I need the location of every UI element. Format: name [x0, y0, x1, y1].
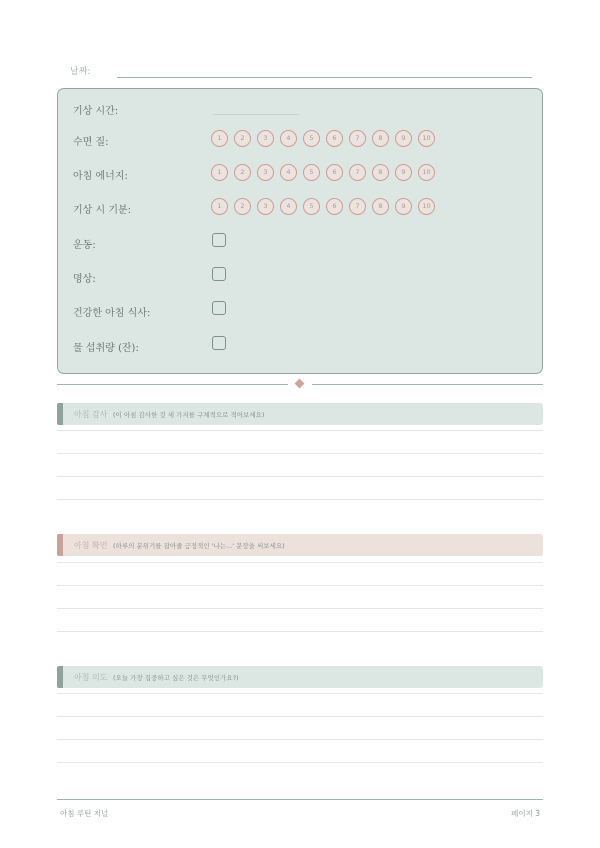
rating-circle[interactable]: 8 [372, 164, 389, 181]
water-intake-row [73, 336, 533, 356]
gratitude-section-header [57, 403, 543, 425]
divider-line-right [312, 384, 543, 385]
rating-circle[interactable]: 9 [395, 164, 412, 181]
rating-circle[interactable]: 1 [211, 130, 228, 147]
rating-circle[interactable]: 1 [211, 164, 228, 181]
rating-circle[interactable]: 6 [326, 130, 343, 147]
affirmation-line[interactable] [57, 585, 543, 586]
affirmation-section-header [57, 534, 543, 556]
rating-circle[interactable]: 7 [349, 164, 366, 181]
section-accent-bar [57, 666, 63, 688]
intention-line[interactable] [57, 762, 543, 763]
rating-circle[interactable]: 7 [349, 198, 366, 215]
sleep-quality-label: 수면 질: [73, 137, 109, 148]
footer-rule [57, 799, 543, 800]
intention-line[interactable] [57, 739, 543, 740]
exercise-label: 운동: [73, 240, 96, 251]
rating-circle[interactable]: 2 [234, 198, 251, 215]
affirmation-title: 아침 확언 [74, 541, 108, 550]
rating-circle[interactable]: 2 [234, 130, 251, 147]
wake-time-input-line[interactable] [213, 114, 299, 115]
intention-line[interactable] [57, 693, 543, 694]
rating-circle[interactable]: 3 [257, 164, 274, 181]
date-input-line[interactable] [117, 77, 532, 78]
healthy-breakfast-row [73, 301, 533, 321]
rating-circle[interactable]: 10 [418, 198, 435, 215]
divider-line-left [57, 384, 288, 385]
intention-hint: (오늘 가장 집중하고 싶은 것은 무엇인가요?) [113, 674, 239, 682]
morning-tracker-panel [57, 88, 543, 374]
rating-circle[interactable]: 5 [303, 164, 320, 181]
affirmation-line[interactable] [57, 608, 543, 609]
healthy-breakfast-checkbox[interactable] [212, 301, 226, 315]
meditation-row [73, 267, 533, 287]
affirmation-line[interactable] [57, 631, 543, 632]
rating-circle[interactable]: 7 [349, 130, 366, 147]
affirmation-line[interactable] [57, 562, 543, 563]
page-number: 페이지 3 [511, 809, 540, 818]
meditation-checkbox[interactable] [212, 267, 226, 281]
rating-circle[interactable]: 1 [211, 198, 228, 215]
rating-circle[interactable]: 10 [418, 130, 435, 147]
rating-circle[interactable]: 9 [395, 198, 412, 215]
meditation-label: 명상: [73, 274, 96, 285]
rating-circle[interactable]: 10 [418, 164, 435, 181]
morning-energy-label: 아침 에너지: [73, 171, 128, 182]
gratitude-line[interactable] [57, 430, 543, 431]
intention-line[interactable] [57, 716, 543, 717]
exercise-checkbox[interactable] [212, 233, 226, 247]
date-row [70, 62, 532, 80]
wake-mood-row [73, 198, 533, 218]
gratitude-line[interactable] [57, 476, 543, 477]
rating-circle[interactable]: 5 [303, 198, 320, 215]
rating-circle[interactable]: 4 [280, 198, 297, 215]
rating-circle[interactable]: 8 [372, 130, 389, 147]
rating-circle[interactable]: 2 [234, 164, 251, 181]
sleep-quality-row [73, 130, 533, 150]
ornament-divider [57, 379, 543, 391]
journal-title: 아침 루틴 저널 [60, 809, 109, 818]
gratitude-hint: (이 아침 감사한 것 세 가지를 구체적으로 적어보세요) [113, 411, 265, 419]
rating-circle[interactable]: 9 [395, 130, 412, 147]
rating-circle[interactable]: 5 [303, 130, 320, 147]
affirmation-hint: (하루의 분위기를 잡아줄 긍정적인 '나는...' 문장을 써보세요) [113, 542, 285, 550]
water-intake-label: 물 섭취량 (잔): [73, 343, 139, 354]
healthy-breakfast-label: 건강한 아침 식사: [73, 308, 151, 319]
section-accent-bar [57, 403, 63, 425]
rating-circle[interactable]: 8 [372, 198, 389, 215]
gratitude-line[interactable] [57, 453, 543, 454]
morning-energy-row [73, 164, 533, 184]
rating-circle[interactable]: 4 [280, 130, 297, 147]
wake-time-row [73, 99, 533, 119]
section-accent-bar [57, 534, 63, 556]
intention-section-header [57, 666, 543, 688]
water-intake-checkbox[interactable] [212, 336, 226, 350]
rating-circle[interactable]: 3 [257, 130, 274, 147]
date-label: 날짜: [70, 67, 91, 77]
wake-mood-label: 기상 시 기분: [73, 205, 132, 216]
rating-circle[interactable]: 3 [257, 198, 274, 215]
rating-circle[interactable]: 6 [326, 198, 343, 215]
rating-circle[interactable]: 6 [326, 164, 343, 181]
gratitude-title: 아침 감사 [74, 410, 108, 419]
rating-circle[interactable]: 4 [280, 164, 297, 181]
exercise-row [73, 233, 533, 253]
intention-title: 아침 의도 [74, 673, 108, 682]
diamond-icon [295, 379, 305, 389]
wake-time-label: 기상 시간: [73, 106, 119, 117]
gratitude-line[interactable] [57, 499, 543, 500]
